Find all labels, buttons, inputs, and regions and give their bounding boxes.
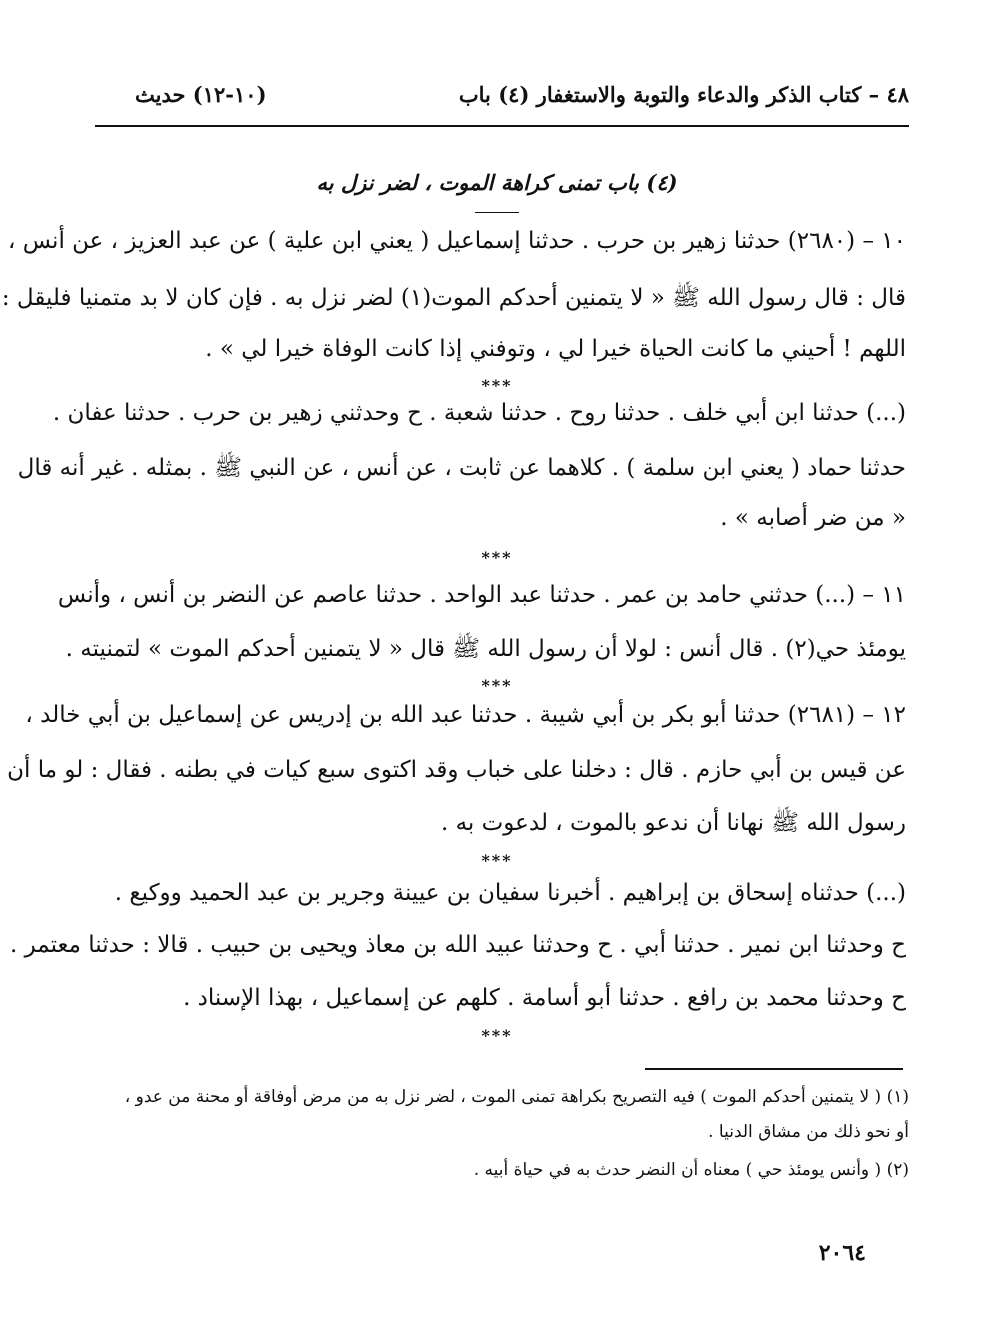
separator-stars: *** xyxy=(481,376,513,395)
running-header xyxy=(95,82,909,118)
text-line: ١١ – (...) حدثني حامد بن عمر . حدثنا عبد الواحد . حدثنا عاصم عن النضر بن أنس ، وأنس xyxy=(57,582,906,608)
chapter-title: (٤) باب تمنى كراهة الموت ، لضر نزل به xyxy=(316,170,678,195)
separator-stars: *** xyxy=(481,851,513,870)
separator-stars: *** xyxy=(481,1026,513,1045)
chapter-rule xyxy=(475,212,519,213)
text-line: قال : قال رسول الله ﷺ « لا يتمنين أحدكم الموت(١) لضر نزل به . فإن كان لا بد متمنيا فليقل : xyxy=(1,285,906,311)
text-line: رسول الله ﷺ نهانا أن ندعو بالموت ، لدعوت به . xyxy=(440,810,906,836)
text-line: ح وحدثنا ابن نمير . حدثنا أبي . ح وحدثنا عبيد الله بن معاذ ويحيى بن حبيب . قالا : حدثنا معتمر . xyxy=(9,932,906,958)
text-line: ح وحدثنا محمد بن رافع . حدثنا أبو أسامة . كلهم عن إسماعيل ، بهذا الإسناد . xyxy=(183,985,906,1011)
text-line: (...) حدثناه إسحاق بن إبراهيم . أخبرنا سفيان بن عيينة وجرير بن عبد الحميد ووكيع . xyxy=(114,880,906,906)
footnote-line: (٢) ( وأنس يومئذ حي ) معناه أن النضر حدث به في حياة أبيه . xyxy=(473,1160,909,1180)
text-line: « من ضر أصابه » . xyxy=(720,505,906,531)
text-line: اللهم ! أحيني ما كانت الحياة خيرا لي ، وتوفني إذا كانت الوفاة خيرا لي » . xyxy=(205,336,906,362)
text-line: عن قيس بن أبي حازم . قال : دخلنا على خباب وقد اكتوى سبع كيات في بطنه . فقال : لو ما أن xyxy=(7,757,906,783)
text-line: (...) حدثنا ابن أبي خلف . حدثنا روح . حدثنا شعبة . ح وحدثني زهير بن حرب . حدثنا عفان . xyxy=(52,400,906,426)
footnote-line: أو نحو ذلك من مشاق الدنيا . xyxy=(708,1122,909,1142)
header-rule xyxy=(95,125,909,127)
separator-stars: *** xyxy=(481,548,513,567)
footnote-line: (١) ( لا يتمنين أحدكم الموت ) فيه التصريح بكراهة تمنى الموت ، لضر نزل به من مرض أوفاقة أو محنة من عدو ، xyxy=(124,1087,909,1107)
text-line: يومئذ حي(٢) . قال أنس : لولا أن رسول الله ﷺ قال « لا يتمنين أحدكم الموت » لتمنيته . xyxy=(65,636,906,662)
header-hadith-range: (١٠-١٢) حديث xyxy=(135,82,267,107)
text-line: ١٠ – (٢٦٨٠) حدثنا زهير بن حرب . حدثنا إسماعيل ( يعني ابن علية ) عن عبد العزيز ، عن أنس ، xyxy=(7,228,906,254)
page-number: ٢٠٦٤ xyxy=(818,1240,866,1266)
text-line: حدثنا حماد ( يعني ابن سلمة ) . كلاهما عن ثابت ، عن أنس ، عن النبي ﷺ . بمثله . غير أنه قال xyxy=(17,455,906,481)
header-book-title: ٤٨ – كتاب الذكر والدعاء والتوبة والاستغفار (٤) باب xyxy=(458,82,909,107)
footnote-rule xyxy=(645,1068,903,1070)
separator-stars: *** xyxy=(481,676,513,695)
text-line: ١٢ – (٢٦٨١) حدثنا أبو بكر بن أبي شيبة . حدثنا عبد الله بن إدريس عن إسماعيل بن أبي خالد ، xyxy=(25,702,906,728)
